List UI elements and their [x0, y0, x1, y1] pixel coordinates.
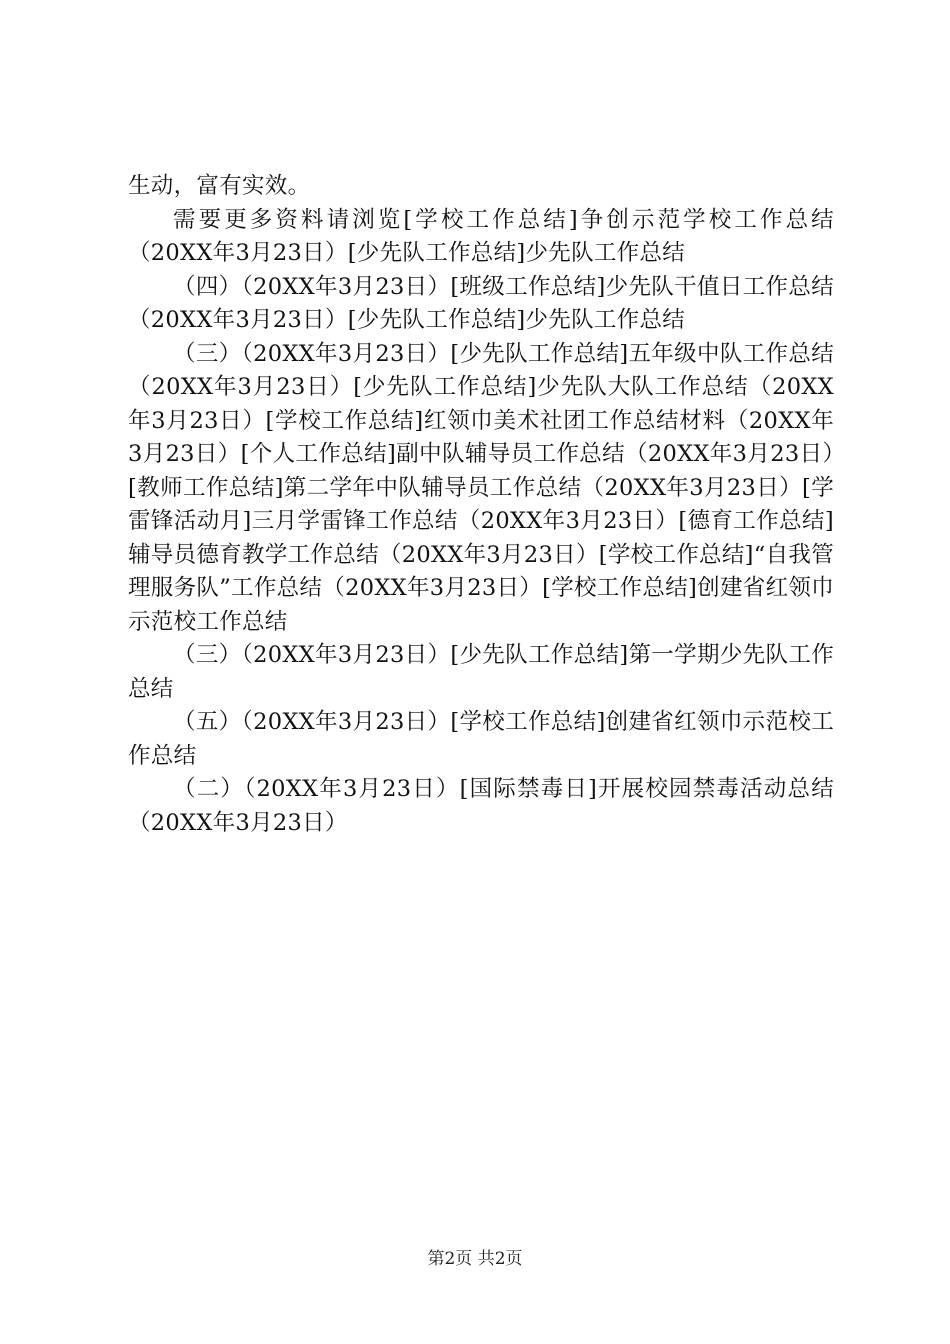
paragraph: 需要更多资料请浏览[学校工作总结]争创示范学校工作总结（20XX年3月23日）[少先队工作总结]少先队工作总结	[128, 206, 834, 266]
paragraph: 生动，富有实效。	[128, 173, 311, 199]
paragraph: （四）（20XX年3月23日）[班级工作总结]少先队干值日工作总结（20XX年3月23日）[少先队工作总结]少先队工作总结	[128, 273, 834, 333]
document-body	[128, 170, 834, 840]
paragraph: （三）（20XX年3月23日）[少先队工作总结]五年级中队工作总结（20XX年3月23日）[少先队工作总结]少先队大队工作总结（20XX年3月23日）[学校工作总结]红领巾美术社团工作总结材料（20XX年3月23日）[个人工作总结]副中队辅导员工作总结（20XX年3月23日）[教师工作总结]第二学年中队辅导员工作总结（20XX年3月23日）[学雷锋活动月]三月学雷锋工作总结（20XX年3月23日）[德育工作总结]辅导员德育教学工作总结（20XX年3月23日）[学校工作总结]“自我管理服务队”工作总结（20XX年3月23日）[学校工作总结]创建省红领巾示范校工作总结	[128, 340, 834, 635]
page-footer	[0, 1244, 950, 1269]
page-number: 第2页 共2页	[427, 1249, 523, 1269]
paragraph: （三）（20XX年3月23日）[少先队工作总结]第一学期少先队工作总结	[128, 642, 834, 702]
paragraph: （五）（20XX年3月23日）[学校工作总结]创建省红领巾示范校工作总结	[128, 709, 834, 769]
paragraph: （二）（20XX年3月23日）[国际禁毒日]开展校园禁毒活动总结（20XX年3月23日）	[128, 776, 834, 836]
